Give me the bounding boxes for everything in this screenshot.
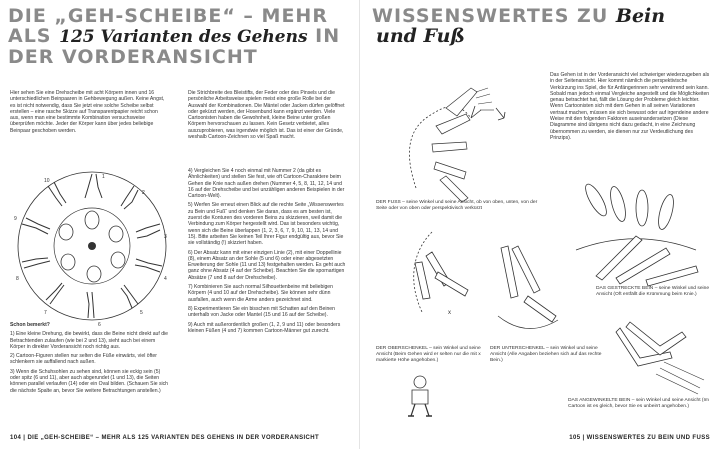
bent-leg-diagram: [600, 318, 710, 398]
sole-3: [636, 190, 648, 226]
note-2: 2) Cartoon-Figuren stellen nur selten die Füße einwärts, viel öfter schlenkern sie auffallend nach außen.: [10, 353, 157, 366]
lower-leg-diagram: [488, 236, 568, 336]
caption-oberschenkel: DER OBERSCHENKEL – sein Winkel und seine Ansicht (Beim Gehen wird er selten nur die mit x markierte Höhe angehoben.): [376, 346, 481, 363]
figure-body: [412, 390, 428, 404]
foot-shape-5: [440, 176, 468, 202]
right-footer: 105 | WISSENSWERTES ZU BEIN UND FUSS: [569, 435, 710, 441]
thigh-diagram: [382, 222, 482, 332]
foot-shape-3: [432, 142, 467, 152]
note-7: 7) Kombinieren Sie auch normal Silhouettenbeine mit beliebigen Körpern (4 und 10 auf der Drehscheibe). Sie können sehr dünn ausfallen, auch wenn die Arme anders gezeichnet sind.: [188, 284, 333, 303]
leg-pair-8: [22, 258, 50, 268]
figure-head: [414, 376, 426, 388]
leg-pair-4: [135, 259, 162, 272]
disc-hub: [88, 242, 96, 250]
svg-text:9: 9: [14, 216, 17, 222]
left-page-number: 104: [10, 435, 22, 441]
svg-text:1: 1: [102, 174, 105, 180]
title-line-2: [8, 26, 358, 47]
foot-shape-2: [436, 114, 470, 134]
thigh-legs: [415, 252, 468, 299]
caption-gestreckt: DAS GESTRECKTE BEIN – seine Winkel und seine Ansicht (Oft entfällt die Krümmung beim Knie.): [596, 286, 710, 297]
body-2: [109, 226, 123, 242]
svg-text:2: 2: [142, 190, 145, 196]
lower-leg-3: [524, 296, 556, 322]
thigh-leg-3: [435, 272, 468, 296]
caption-fuss: DER FUSS – seine Winkel und seine Ansicht, ob von oben, unten, von der Seite oder von oben oder perspektivisch verkürzt: [376, 200, 538, 211]
svg-text:10: 10: [44, 178, 50, 184]
right-footer-text: WISSENSWERTES ZU BEIN UND FUSS: [586, 435, 710, 441]
leg-pair-1: [85, 174, 102, 198]
sole-shapes: [582, 181, 677, 231]
leg-pair-2: [121, 186, 138, 209]
figure-legs: [411, 404, 429, 416]
svg-text:5: 5: [140, 310, 143, 316]
note-8: 8) Experimentieren Sie ein bisschen mit Schatten auf den Beinen unterhalb von Jacke oder Mantel (15 und 16 auf der Scheibe).: [188, 305, 335, 319]
right-intro: Das Gehen ist in der Vorderansicht viel schwieriger wiederzugeben als in der Seitenansicht. Hier kommt nämlich die perspektivische Verkürzung ins Spiel, die für Anfängerinnen sehr verwirrend sein kann. Sobald man jedoch einmal Vergleiche angestellt und die Möglichkeiten genau betrachtet hat, fällt die Lösung der Probleme gleich leichter. Wenn Cartoonisten sich mit dem Gehen in all seinen Variationen vertraut machen, müssen sie sich bewusst oder auf irgendeine andere Weise mit den folgenden Faktoren auseinandersetzen (Diese Diagramme sind übrigens nicht dazu gedacht, in eine Zeichnung übernommen zu werden, sie dienen nur zur Verdeutlichung des Prinzips).: [550, 72, 710, 141]
foot-hatching: [476, 88, 494, 110]
foot-diagram: [376, 78, 536, 198]
column2-intro: Die Strichbreite des Bleistifts, der Feder oder des Pinsels und die persönliche Arbeitsweise spielen meist eine große Rolle bei der Auswahl der Kombinationen. Die Mäntel oder Jacken dürfen gelöffnet oder gekürzt werden, der Hosenbund kann ergänzt werden. Viele Cartoonisten haben die Gewohnheit, kleine Beine unter großen Körpern hervorschauen zu lassen. Kein Gesetz verbietet, alles auszuprobieren, was irgendwie möglich ist. Das ist einer der Gründe, weshalb Cartoon-Zeichnen so viel Spaß macht.: [188, 90, 345, 141]
thigh-leg-2: [415, 262, 430, 299]
foot-rotation-arrow: [496, 108, 505, 120]
leg-pair-9: [22, 218, 50, 234]
body-3: [111, 252, 125, 268]
foot-arc-arrow: [471, 106, 481, 118]
leg-pair-7: [46, 283, 64, 304]
body-5: [61, 254, 75, 270]
note-1: 1) Eine kleine Drehung, die bewirkt, dass die Beine nicht direkt auf die Betrachtenden zulaufen (wie bei 2 und 13), sieht auch bei einem Körper in direkter Vorderansicht noch richtig aus.: [10, 331, 168, 350]
note-5: 5) Werfen Sie erneut einen Blick auf die rechte Seite „Wissenswertes zu Bein und Fuß“ und denken Sie daran, dass es am besten ist, zuerst die Konturen des vorderen Beins zu skizzieren, weil damit die Verbindung zum Körper hergestellt wird. Das ist besonders wichtig, wenn sich die Beine überlappen (1, 2, 3, 6, 7, 9, 10, 11, 13, 14 und 15). Bitte arbeiten Sie keinen Teil Ihrer Figur endgültig aus, bevor Sie sie vollständig (!) skizziert haben.: [188, 202, 344, 247]
svg-text:3: 3: [164, 234, 167, 240]
note-3: 3) Wenn die Schuhsohlen zu sehen sind, können sie eckig sein (5) oder spitz (6 und 11), aber auch abgerundet (1 und 13), die Seiten können parallel verlaufen (14) oder ein Oval bilden. (Schauen Sie sich die nächste Spalte an, bevor Sie weitere Betrachtungen anstellen.): [10, 368, 169, 394]
caption-unterschenkel: DER UNTERSCHENKEL – sein Winkel und seine Ansicht (Alle Angaben beziehen sich auf das rechte Bein.): [490, 346, 602, 363]
body-6: [59, 224, 73, 240]
left-footer-text: DIE „GEH-SCHEIBE“ – MEHR ALS 125 VARIANTEN DES GEHENS IN DER VORDERANSICHT: [27, 435, 320, 441]
sole-1: [582, 181, 610, 218]
right-page: [360, 0, 720, 449]
body-4: [87, 266, 101, 282]
leg-pair-3: [136, 224, 160, 238]
intro-paragraph: Hier sehen Sie eine Drehscheibe mit acht Körpern innen und 16 unterschiedlichen Beinpaaren in Gehbewegung außen. Keine Angst, es ist nicht notwendig, dass Sie jetzt eine solche Scheibe selbst erstellen – eine rasche Skizze auf Transparentpapier reicht schon aus, wenn man eine bestimmte Kombination versuchsweise überprüfen möchte. Jeder der Körper kann über jedes beliebige Beinpaar geschoben werden.: [10, 90, 165, 134]
leg-pair-10: [48, 182, 66, 206]
right-page-title: [372, 6, 712, 46]
straight-leg-diagram: [586, 226, 706, 286]
body-1: [85, 211, 99, 229]
right-column-notes: [188, 168, 346, 337]
leg-pair-5: [121, 285, 138, 308]
title-line-3: DER VORDERANSICHT: [8, 46, 258, 68]
left-numbered-notes: [10, 322, 168, 397]
cartoon-figure: [400, 372, 440, 422]
left-footer: 104 | DIE „GEH-SCHEIBE“ – MEHR ALS 125 VARIANTEN DES GEHENS IN DER VORDERANSICHT: [10, 435, 320, 441]
leg-pair-6: [87, 292, 94, 318]
bent-leg-shapes: [616, 322, 686, 366]
right-page-number: 105: [569, 435, 581, 441]
title-line-1: DIE „GEH-SCHEIBE“ – MEHR: [8, 5, 328, 27]
thigh-x-mark: x: [448, 310, 451, 316]
right-title-caps: WISSENSWERTES ZU: [372, 5, 609, 27]
foot-shape-4: [434, 162, 466, 179]
straight-leg-3: [646, 266, 698, 286]
left-page-title: [8, 6, 358, 67]
straight-leg-shapes: [596, 236, 698, 286]
title-handwritten: 125 Varianten des Gehens: [59, 27, 308, 47]
note-4: 4) Vergleichen Sie 4 noch einmal mit Nummer 2 (da gibt es Ähnlichkeiten) und stellen Sie fest, wie oft Cartoon-Charaktere beim Gehen die Knie nach außen drehen (Nummer 4, 5, 8, 11, 12, 14 und 16 auf der Drehscheibe und bei unzähligen anderen Beispielen in der Cartoon-Welt).: [188, 168, 345, 200]
caption-angewinkelt: DAS ANGEWINKELTE BEIN – sein Winkel und seine Ansicht (Im Cartoon ist es gleich, bevor Sie es unbeirrt angehoben.): [568, 398, 709, 409]
foot-shapes: [432, 88, 477, 202]
lower-leg-shapes: [501, 246, 556, 322]
svg-text:7: 7: [44, 310, 47, 316]
foot-shape-1: [446, 88, 477, 116]
title-line-2-start: ALS: [8, 25, 52, 47]
svg-text:8: 8: [16, 276, 19, 282]
sole-2: [608, 185, 629, 223]
right-title-hand-1: Bein: [615, 5, 666, 27]
bent-leg-hatching: [656, 362, 704, 394]
right-title-hand-2: und Fuß: [376, 25, 465, 47]
note-9: 9) Auch mit außerordentlich großen (1, 2, 9 und 11) oder besonders kleinen Füßen (4 und 7) kommen Cartoon-Männer gut zurecht.: [188, 321, 341, 334]
schon-bemerkt-heading: Schon bemerkt?: [10, 322, 50, 328]
title-line-2-end: IN: [315, 25, 341, 47]
note-6: 6) Der Absatz kann mit einer einzigen Linie (2), mit einer Doppellinie (8), einem Absatz an der Sohle (5 und 6) oder einer abgesetzten Erweiterung der Sohle (11 und 13) festgehalten werden. Es geht auch ganz ohne Absatz (4 auf der Scheibe). Beachten Sie die spornartigen Absätze (7 und 8 auf der Drehscheibe).: [188, 249, 346, 281]
svg-text:6: 6: [98, 322, 101, 328]
svg-text:4: 4: [164, 276, 167, 282]
